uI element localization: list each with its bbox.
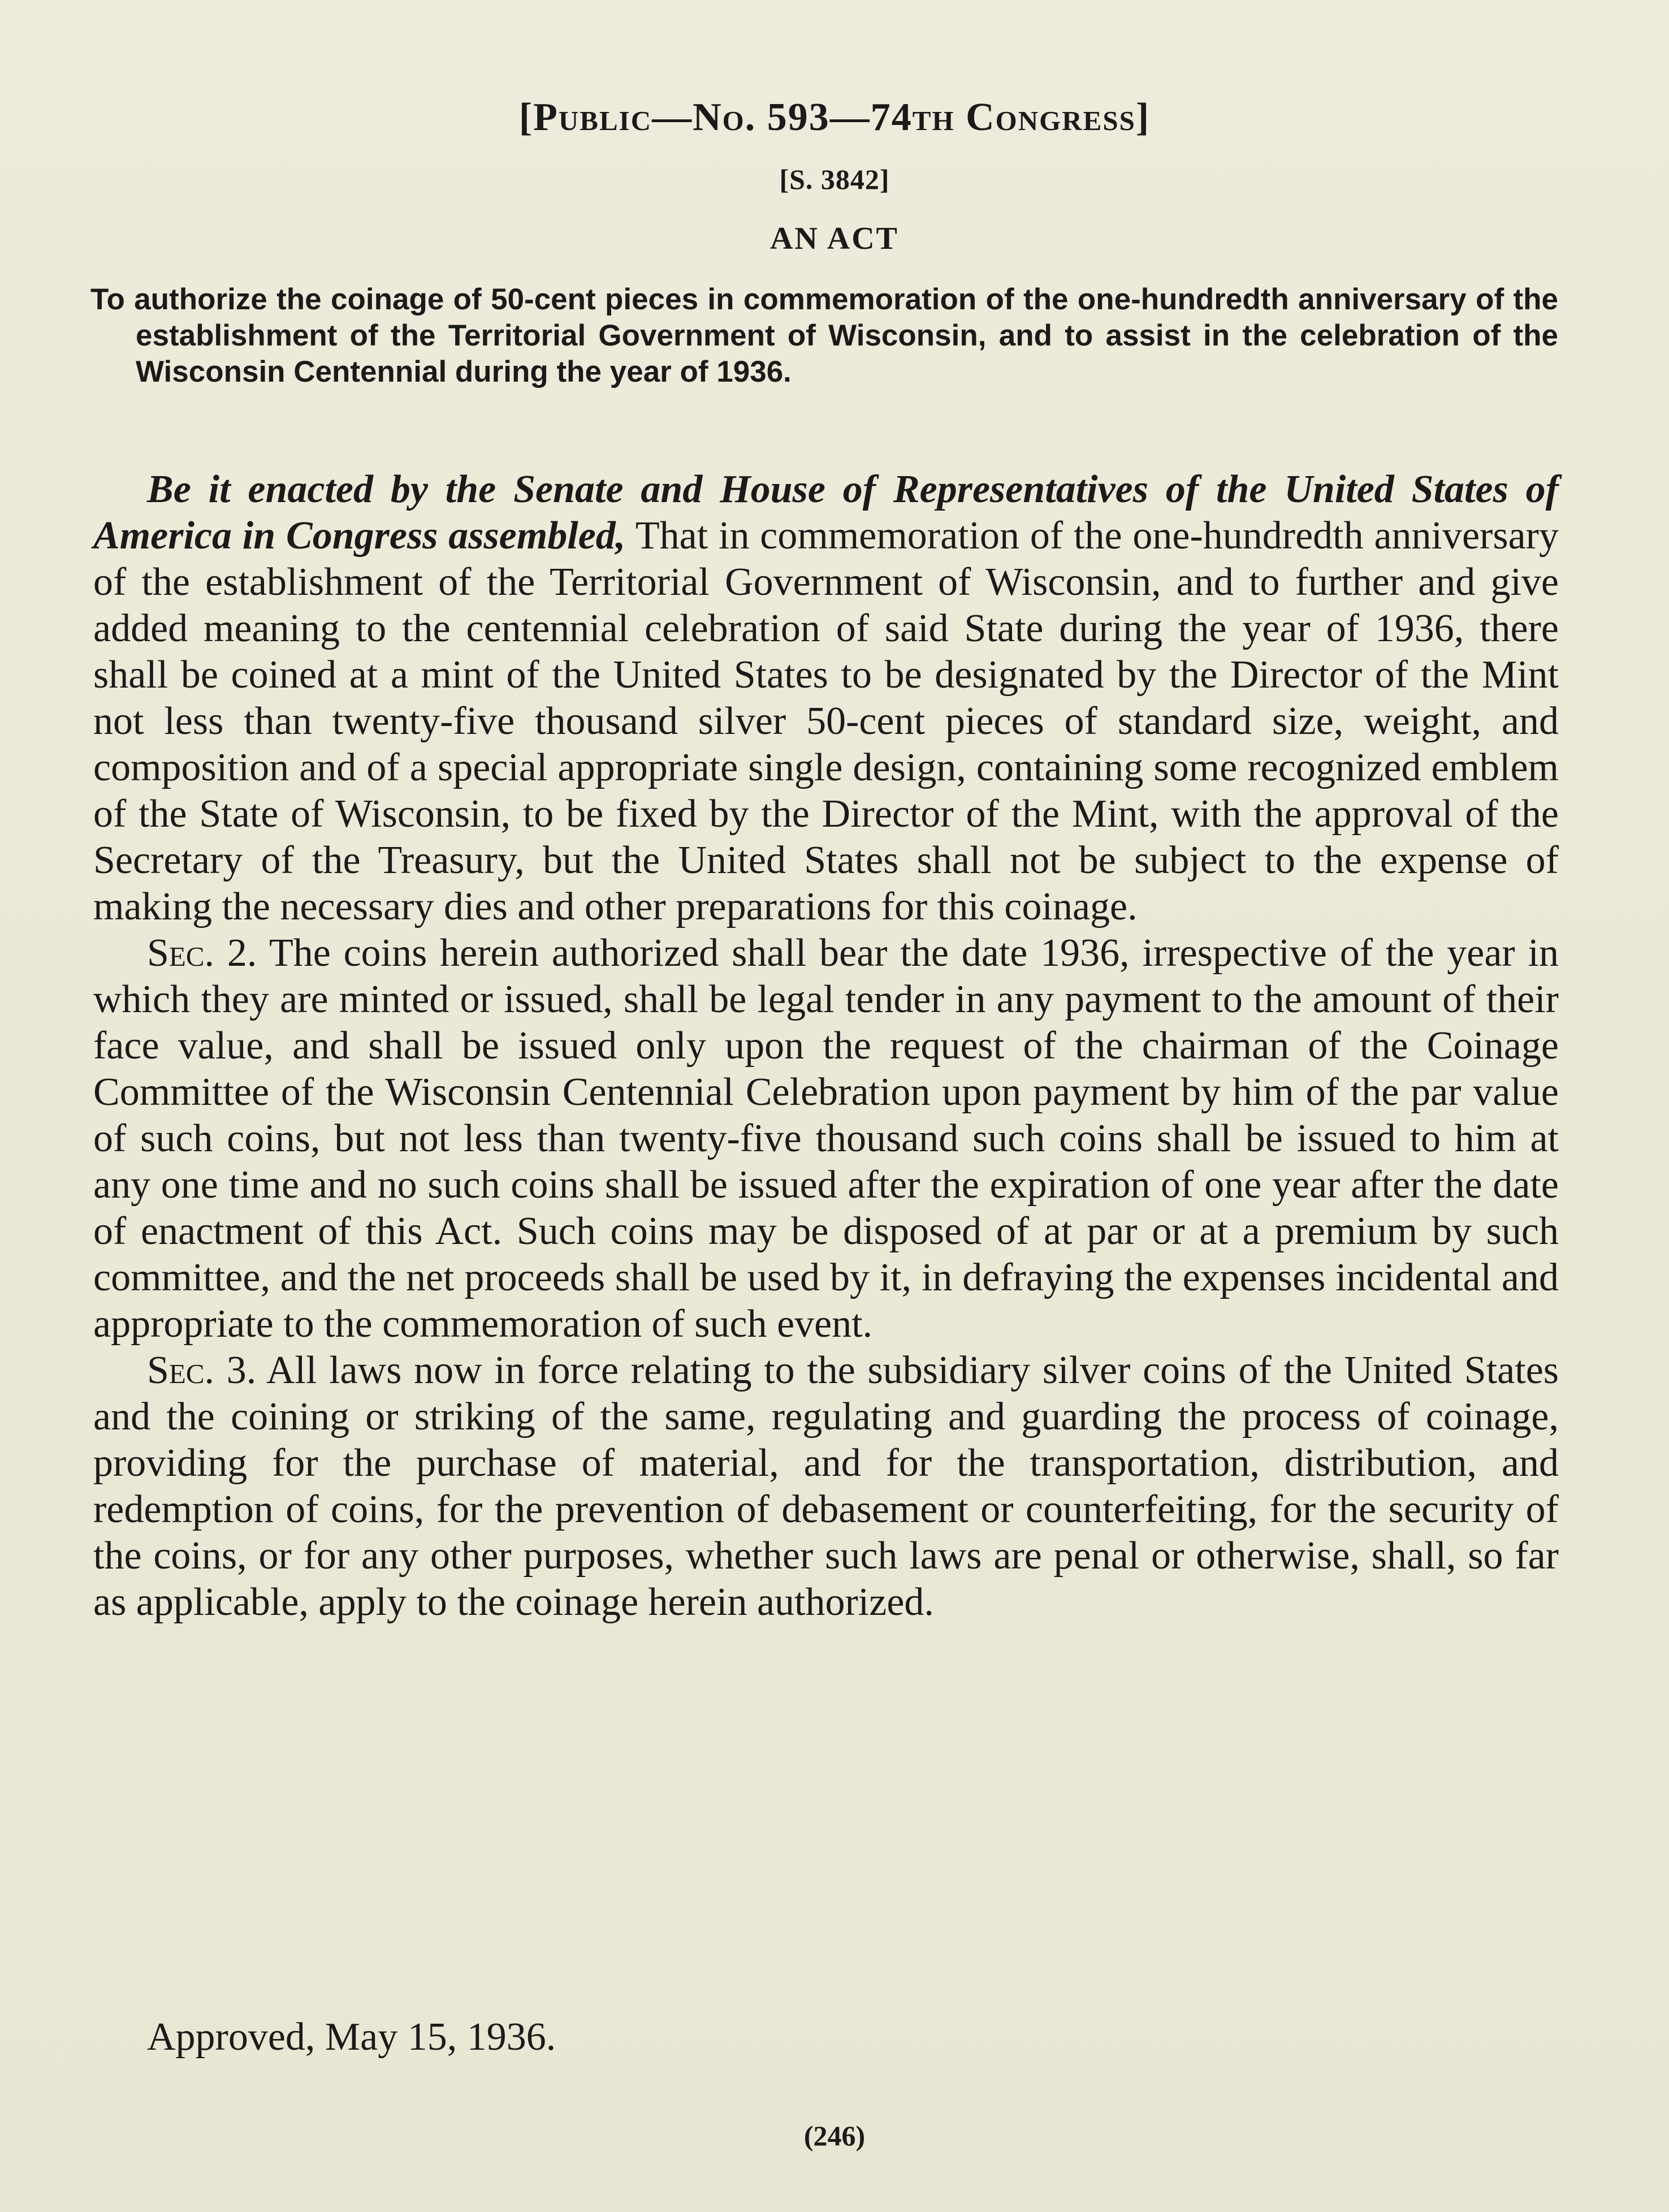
section-3-paragraph — [93, 1347, 1559, 1626]
section-3-label: Sec. 3. — [147, 1349, 257, 1392]
act-title: AN ACT — [769, 221, 900, 256]
approval-date: Approved, May 15, 1936. — [147, 2015, 556, 2059]
section-2-paragraph — [93, 930, 1559, 1347]
section-2-label: Sec. 2. — [147, 931, 257, 975]
bill-number: [S. 3842] — [779, 163, 890, 195]
public-law-heading: [Public—No. 593—74th Congress] — [518, 96, 1151, 139]
section-1-text: That in commemoration of the one-hundredth anniversary of the establishment of the Territorial Government of Wisconsin, and to further and give added meaning to the centennial celebration of said State during the year of 1936, there shall be coined at a mint of the United States to be designated by the Director of the Mint not less than twenty-five thousand silver 50-cent pieces of standard size, weight, and composition and of a special appropriate single design, containing some recognized emblem of the State of Wisconsin, to be fixed by the Director of the Mint, with the approval of the Secretary of the Treasury, but the United States shall not be subject to the expense of making the necessary dies and other preparations for this coinage. — [93, 514, 1559, 928]
act-body — [93, 466, 1559, 1626]
section-3-text: All laws now in force relating to the subsidiary silver coins of the United States and the coining or striking of the same, regulating and guarding the process of coinage, providing for the purchase of material, and for the transportation, distribution, and redemption of coins, for the prevention of debasement or counterfeiting, for the security of the coins, or for any other purposes, whether such laws are penal or otherwise, shall, so far as applicable, apply to the coinage herein authorized. — [93, 1349, 1559, 1624]
act-purpose: To authorize the coinage of 50-cent pieces in commemoration of the one-hundredth anniversary of the establishment of the Territorial Government of Wisconsin, and to assist in the celebration of the Wisconsin Centennial during the year of 1936. — [90, 283, 1558, 388]
section-1-paragraph — [93, 466, 1559, 930]
page-number: (246) — [803, 2120, 866, 2151]
section-2-text: The coins herein authorized shall bear the date 1936, irrespective of the year in which they are minted or issued, shall be legal tender in any payment to the amount of their face value, and shall be issued only upon the request of the chairman of the Coinage Committee of the Wisconsin Centennial Celebration upon payment by him of the par value of such coins, but not less than twenty-five thousand such coins shall be issued to him at any one time and no such coins shall be issued after the expiration of one year after the date of enactment of this Act. Such coins may be disposed of at par or at a premium by such committee, and the net proceeds shall be used by it, in defraying the expenses incidental and appropriate to the commemoration of such event. — [93, 931, 1559, 1346]
enacting-clause: Be it enacted by the Senate and House of Representatives of the United States of America in Congress assembled, — [93, 468, 1559, 558]
